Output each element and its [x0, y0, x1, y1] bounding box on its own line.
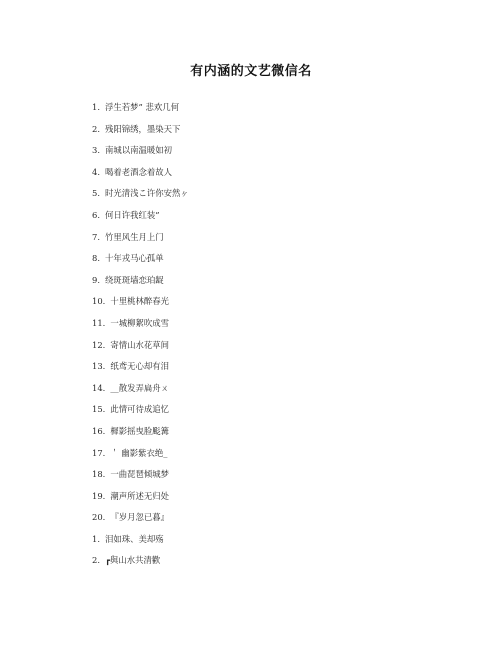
list-item-number: 20.	[92, 512, 106, 523]
list-item-number: 1.	[92, 533, 100, 544]
list-item-text: 寄情山水花草间	[110, 339, 169, 350]
list-item-number: 2.	[92, 123, 100, 134]
list-item-text: 『岁月忽已暮』	[110, 512, 169, 523]
list-item	[92, 183, 189, 205]
list-item-text: 残阳锦绣，墨染天下	[105, 123, 181, 134]
list-item-text: 此情可待成追忆	[110, 404, 169, 415]
list-item-text: 纸鸢无心却有泪	[110, 361, 169, 372]
list-item-number: 7.	[92, 231, 100, 242]
list-item	[92, 550, 189, 572]
list-item-text: 喝着老酒念着故人	[105, 166, 172, 177]
list-item	[92, 335, 189, 357]
list-item	[92, 464, 189, 486]
list-item-text: 十年戎马心孤单	[105, 253, 164, 264]
list-item-number: 13.	[92, 361, 106, 372]
list-item-text: 时光清浅こ许你安然ヶ	[105, 188, 189, 199]
list-item-text: 竹里风生月上门	[105, 231, 164, 242]
list-item	[92, 486, 189, 508]
list-item	[92, 97, 189, 119]
list-item-number: 15.	[92, 404, 106, 415]
list-item-text: 泪如珠、美却殇	[105, 533, 164, 544]
list-item	[92, 119, 189, 141]
list-item	[92, 421, 189, 443]
list-item-number: 8.	[92, 253, 100, 264]
list-item	[92, 205, 189, 227]
list-item-number: 4.	[92, 166, 100, 177]
list-item	[92, 140, 189, 162]
list-item-number: 17.	[92, 447, 106, 458]
list-item-text: 一城柳絮吹成雪	[110, 317, 169, 328]
list-item	[92, 162, 189, 184]
list-item-text: 浮生若梦” 悲欢几何	[105, 102, 179, 112]
list-item	[92, 529, 189, 551]
list-item-text: ＇ 幽影紫衣绝_	[110, 447, 168, 458]
list-item-number: 16.	[92, 425, 106, 436]
list-item-number: 19.	[92, 490, 106, 501]
document-title: 有内涵的文艺微信名	[190, 64, 312, 79]
list-item-text: 十里桃林醉春光	[110, 296, 169, 307]
list-item-number: 12.	[92, 339, 106, 350]
list-item-number: 1.	[92, 102, 100, 112]
list-item-text: 何日许我红装”	[105, 209, 160, 220]
name-list	[92, 97, 189, 572]
list-item	[92, 270, 189, 292]
list-item-number: 3.	[92, 145, 100, 156]
list-item	[92, 378, 189, 400]
list-item	[92, 227, 189, 249]
list-item-number: 18.	[92, 469, 106, 480]
list-item	[92, 356, 189, 378]
list-item	[92, 399, 189, 421]
list-item-text: ┏與山水共清歡	[105, 555, 161, 566]
list-item-number: 6.	[92, 209, 100, 220]
list-item-text: 樨影摇曳脸颩篝	[110, 425, 169, 436]
list-item	[92, 248, 189, 270]
list-item-number: 5.	[92, 188, 100, 199]
list-item	[92, 443, 189, 465]
list-item-number: 11.	[92, 317, 106, 328]
list-item	[92, 291, 189, 313]
list-item-text: 绕斑斑墙恋珀龊	[105, 274, 164, 285]
list-item-number: 2.	[92, 555, 100, 566]
list-item-number: 10.	[92, 296, 106, 307]
list-item-number: 9.	[92, 274, 100, 285]
list-item-text: 一曲琵琶倾城梦	[110, 469, 169, 480]
list-item-text: 潮声所述无归处	[110, 490, 169, 501]
list-item	[92, 313, 189, 335]
list-item-text: __散发弄扁舟ㄨ	[110, 382, 169, 393]
list-item	[92, 507, 189, 529]
list-item-text: 南城以南温暖如初	[105, 145, 172, 156]
list-item-number: 14.	[92, 382, 106, 393]
